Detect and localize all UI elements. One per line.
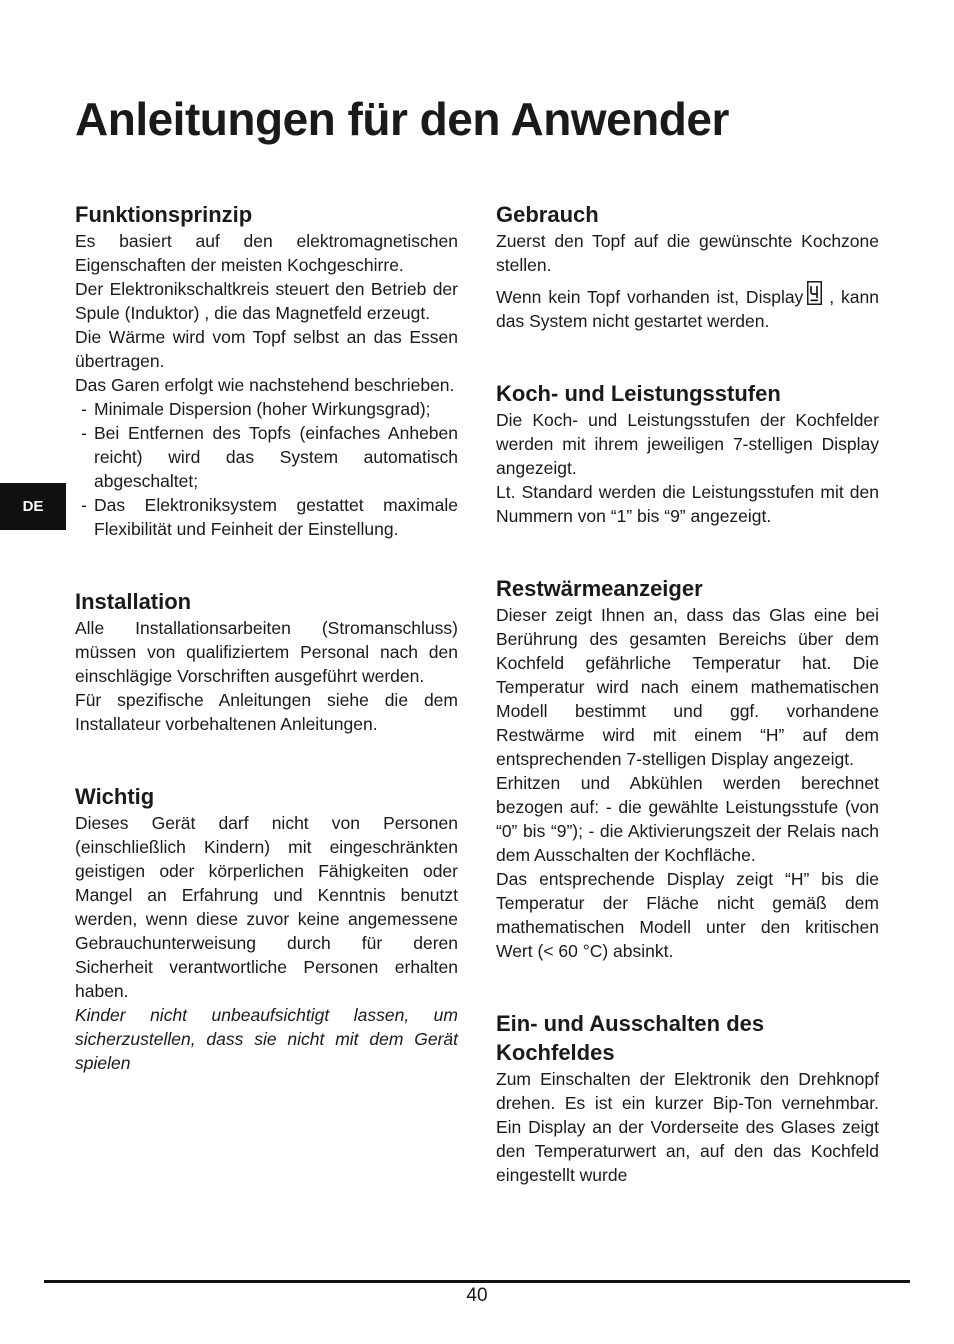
display-u-symbol-icon bbox=[807, 281, 822, 305]
heading-kochstufen: Koch- und Leistungsstufen bbox=[496, 381, 781, 406]
paragraph: Erhitzen und Abkühlen werden berechnet bezogen auf: - die gewählte Leistungsstufe (von “0” bis “9”); - die Aktivierungszeit der Relais nach dem Ausschalten der Kochfläche. bbox=[496, 773, 879, 865]
heading-installation: Installation bbox=[75, 589, 192, 614]
left-column bbox=[75, 200, 458, 1075]
paragraph: Zuerst den Topf auf die gewünschte Kochzone stellen. bbox=[496, 231, 879, 275]
paragraph: Dieser zeigt Ihnen an, dass das Glas eine bei Berührung des gesamten Bereichs über dem Kochfeld gefährliche Temperatur hat. Die Temperatur wird nach einem mathematischen Modell bestimmt und ggf. vorhandene Restwärme wird mit einem “H” auf dem entsprechenden 7-stelligen Display angezeigt. bbox=[496, 605, 879, 769]
section-restwaerme bbox=[496, 574, 879, 963]
section-wichtig bbox=[75, 782, 458, 1075]
footer-rule bbox=[44, 1280, 910, 1283]
list-item: - Minimale Dispersion (hoher Wirkungsgrad); bbox=[75, 397, 458, 421]
paragraph: Dieses Gerät darf nicht von Personen (einschließlich Kindern) mit eingeschränkten geistigen oder körperlichen Fähigkeiten oder Mangel an Erfahrung und Kenntnis benutzt werden, wenn diese zuvor keine angemessene Gebrauchunterweisung durch für deren Sicherheit verantwortliche Personen erhalten haben. bbox=[75, 813, 458, 1001]
heading-restwaerme: Restwärmeanzeiger bbox=[496, 576, 703, 601]
section-kochstufen bbox=[496, 379, 879, 528]
paragraph: Zum Einschalten der Elektronik den Drehknopf drehen. Es ist ein kurzer Bip-Ton vernehmbar. Ein Display an der Vorderseite des Glases zeigt den Temperaturwert an, auf den das Kochfeld eingestellt wurde bbox=[496, 1069, 879, 1185]
section-einaus bbox=[496, 1009, 879, 1187]
paragraph: Der Elektronikschaltkreis steuert den Betrieb der Spule (Induktor) , die das Magnetfeld erzeugt. bbox=[75, 279, 458, 323]
paragraph: Die Koch- und Leistungsstufen der Kochfelder werden mit ihrem jeweiligen 7-stelligen Display angezeigt. bbox=[496, 410, 879, 478]
paragraph: Für spezifische Anleitungen siehe die dem Installateur vorbehaltenen Anleitungen. bbox=[75, 690, 458, 734]
paragraph: Es basiert auf den elektromagnetischen Eigenschaften der meisten Kochgeschirre. bbox=[75, 231, 458, 275]
paragraph: Lt. Standard werden die Leistungsstufen mit den Nummern von “1” bis “9” angezeigt. bbox=[496, 482, 879, 526]
paragraph-end: , kann das System nicht gestartet werden. bbox=[496, 287, 879, 331]
heading-wichtig: Wichtig bbox=[75, 784, 155, 809]
heading-funktionsprinzip: Funktionsprinzip bbox=[75, 202, 253, 227]
paragraph: Das entsprechende Display zeigt “H” bis die Temperatur der Fläche nicht gemäß dem mathematischen Modell unter den kritischen Wert (< 60 °C) absinkt. bbox=[496, 869, 879, 961]
page-number: 40 bbox=[466, 1285, 488, 1306]
right-column bbox=[496, 200, 879, 1187]
page-title: Anleitungen für den Anwender bbox=[75, 93, 729, 145]
list-item: - Das Elektroniksystem gestattet maximale Flexibilität und Feinheit der Einstellung. bbox=[75, 493, 458, 541]
paragraph bbox=[496, 281, 879, 333]
section-installation bbox=[75, 587, 458, 736]
paragraph-start: Wenn kein Topf vorhanden ist, Display bbox=[496, 287, 804, 307]
heading-gebrauch: Gebrauch bbox=[496, 202, 599, 227]
paragraph: Alle Installationsarbeiten (Stromanschluss) müssen von qualifiziertem Personal nach den einschlägige Vorschriften ausgeführt werden. bbox=[75, 618, 458, 686]
language-tab: DE bbox=[0, 483, 66, 530]
list-item: - Bei Entfernen des Topfs (einfaches Anheben reicht) wird das System automatisch abgeschaltet; bbox=[75, 421, 458, 493]
paragraph: Die Wärme wird vom Topf selbst an das Essen übertragen. bbox=[75, 327, 458, 371]
section-funktionsprinzip bbox=[75, 200, 458, 541]
section-gebrauch bbox=[496, 200, 879, 333]
heading-einaus: Ein- und Ausschalten des Kochfeldes bbox=[496, 1011, 765, 1065]
paragraph: Das Garen erfolgt wie nachstehend beschrieben. bbox=[75, 375, 455, 395]
feature-list bbox=[75, 397, 458, 541]
warning-note: Kinder nicht unbeaufsichtigt lassen, um sicherzustellen, dass sie nicht mit dem Gerät spielen bbox=[75, 1005, 458, 1073]
